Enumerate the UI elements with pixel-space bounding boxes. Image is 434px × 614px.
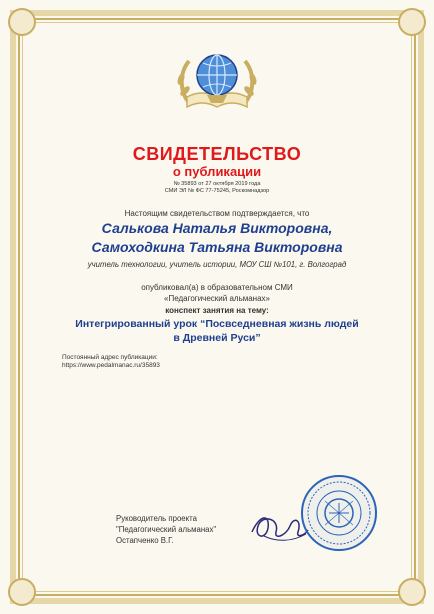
corner-ornament — [398, 578, 426, 606]
author-name-line: Самоходкина Татьяна Викторовна — [91, 239, 343, 255]
head-name: Остапченко В.Г. — [116, 536, 174, 545]
work-title-line: Интегрированный урок “Посвседневная жизнь людей — [75, 318, 359, 330]
author-name-line: Салькова Наталья Викторовна, — [101, 220, 333, 236]
certificate-title: СВИДЕТЕЛЬСТВО — [132, 144, 302, 164]
published-in-text: опубликовал(а) в образовательном СМИ — [141, 283, 293, 292]
media-name: «Педагогический альманах» — [164, 294, 270, 303]
registration-number: № 35893 от 27 октября 2019 года — [173, 181, 261, 187]
work-title-line: в Древней Руси” — [173, 332, 261, 344]
globe-book-laurel-emblem-icon — [167, 37, 267, 137]
head-position: Руководитель проекта — [116, 514, 197, 523]
head-project-name: "Педагогический альманах" — [116, 525, 217, 534]
author-names — [0, 219, 434, 257]
project-head-block — [116, 513, 216, 546]
certificate-subtitle: о публикации — [172, 164, 262, 179]
corner-ornament — [8, 8, 36, 36]
work-type: конспект занятия на тему: — [165, 306, 269, 315]
work-title — [0, 317, 434, 345]
corner-ornament — [398, 8, 426, 36]
address-label: Постоянный адрес публикации: — [62, 354, 158, 361]
corner-ornament — [8, 578, 36, 606]
media-registration: СМИ ЭЛ № ФС 77-75245, Роскомнадзор — [164, 188, 270, 194]
confirmation-text: Настоящим свидетельством подтверждается, что — [124, 209, 310, 218]
author-position: учитель технологии, учитель истории, МОУ СШ №101, г. Волгоград — [87, 260, 347, 269]
publication-url[interactable]: https://www.pedalmanac.ru/35893 — [62, 362, 160, 369]
round-stamp-icon — [299, 473, 379, 553]
